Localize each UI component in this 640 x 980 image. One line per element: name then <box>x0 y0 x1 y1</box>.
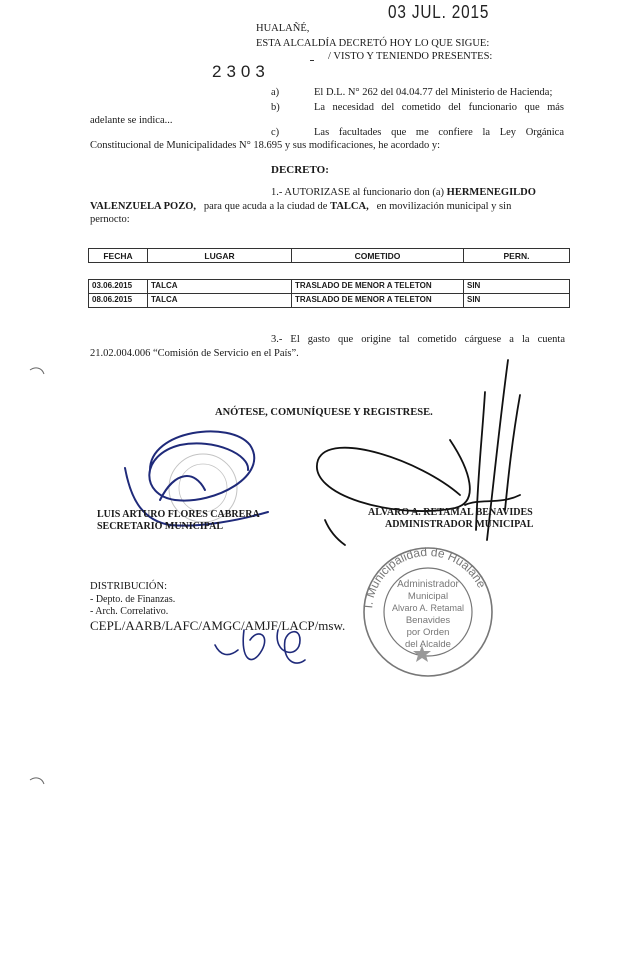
row-pern: SIN <box>464 294 570 308</box>
point3-text: 3.- El gasto que origine tal cometido cárguese a la cuenta <box>271 334 565 345</box>
considerando-b-letter: b) <box>271 102 280 113</box>
row-cometido: TRASLADO DE MENOR A TELETON <box>292 294 464 308</box>
point1-name-last: VALENZUELA POZO, <box>90 201 196 212</box>
distribution-scribble <box>215 630 305 663</box>
margin-mark <box>30 778 44 784</box>
header-city: HUALAÑÉ, <box>256 23 310 34</box>
header-visto-line: / VISTO Y TENIENDO PRESENTES: <box>328 51 493 62</box>
row-cometido: TRASLADO DE MENOR A TELETON <box>292 280 464 294</box>
point1-name-first: HERMENEGILDO <box>446 187 536 198</box>
stamp-line: Benavides <box>405 615 451 626</box>
header-lugar: LUGAR <box>148 249 292 263</box>
distribution-title: DISTRIBUCIÓN: <box>90 581 168 592</box>
considerando-b-text: La necesidad del cometido del funcionario que más <box>314 102 564 113</box>
row-lugar: TALCA <box>148 294 292 308</box>
point3-cont: 21.02.004.006 “Comisión de Servicio en el País”. <box>90 348 299 359</box>
stamp-inner-text <box>392 579 464 650</box>
decreto-title: DECRETO: <box>271 164 329 176</box>
considerando-c-cont: Constitucional de Municipalidades N° 18.695 y sus modificaciones, he acordado y: <box>90 140 441 151</box>
row-fecha: 08.06.2015 <box>89 294 148 308</box>
distribution-item: - Depto. de Finanzas. <box>90 594 176 605</box>
header-fecha: FECHA <box>89 249 148 263</box>
point1-city: TALCA, <box>330 201 369 212</box>
considerando-c-text: Las facultades que me confiere la Ley Orgánica <box>314 127 564 138</box>
row-lugar: TALCA <box>148 280 292 294</box>
header-cometido: COMETIDO <box>292 249 464 263</box>
administrator-name: ALVARO A. RETAMAL BENAVIDES <box>368 507 533 518</box>
point1-prefix: 1.- AUTORIZASE al funcionario don (a) <box>271 187 445 198</box>
considerando-b-cont: adelante se indica... <box>90 115 173 126</box>
point1-cont: pernocto: <box>90 214 130 225</box>
visto-text: VISTO Y TENIENDO PRESENTES: <box>333 51 493 62</box>
margin-mark <box>30 368 44 374</box>
distribution-initials: CEPL/AARB/LAFC/AMGC/AMJF/LACP/msw. <box>90 618 346 633</box>
header-decree-line: ESTA ALCALDÍA DECRETÓ HOY LO QUE SIGUE: <box>256 38 490 49</box>
administrator-title: ADMINISTRADOR MUNICIPAL <box>385 519 534 530</box>
stamp-line: por Orden <box>406 627 450 638</box>
closing-formula: ANÓTESE, COMUNÍQUESE Y REGISTRESE. <box>215 407 433 418</box>
considerando-a-text: El D.L. N° 262 del 04.04.77 del Ministerio de Hacienda; <box>314 87 553 98</box>
row-pern: SIN <box>464 280 570 294</box>
secretary-name: LUIS ARTURO FLORES CABRERA <box>97 509 260 520</box>
decree-number: 2303 <box>212 62 270 81</box>
point1-suffix: en movilización municipal y sin <box>376 201 512 212</box>
considerando-c-letter: c) <box>271 127 280 138</box>
row-fecha: 03.06.2015 <box>89 280 148 294</box>
stamp-ring-textpath: I. Municipalidad de Hualañé <box>361 544 489 609</box>
point1-middle: para que acuda a la ciudad de <box>203 201 328 212</box>
stamp-line: del Alcalde <box>405 639 451 650</box>
header-pern: PERN. <box>464 249 570 263</box>
stamp-line: Alvaro A. Retamal <box>391 603 465 613</box>
considerando-a-letter: a) <box>271 87 280 98</box>
distribution-item: - Arch. Correlativo. <box>90 606 169 617</box>
stamp-line: Administrador <box>397 579 459 590</box>
secretary-title: SECRETARIO MUNICIPAL <box>97 521 224 532</box>
received-date-stamp: 03 JUL. 2015 <box>388 2 490 22</box>
stamp-line: Municipal <box>407 591 449 602</box>
